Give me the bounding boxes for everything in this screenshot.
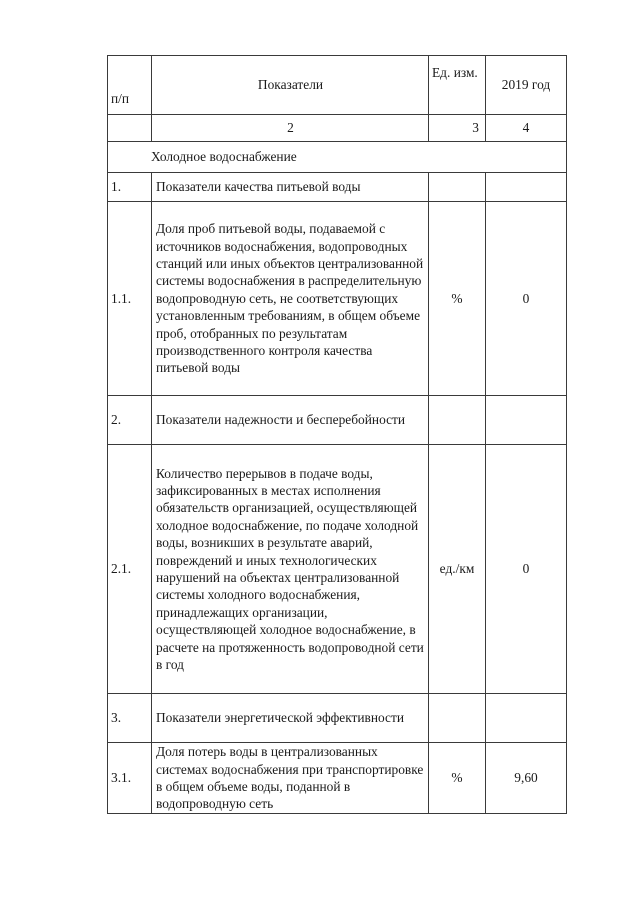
colnum-2: 2 <box>152 115 429 142</box>
row-unit: ед./км <box>429 445 486 694</box>
row-num: 1. <box>108 173 152 202</box>
table-row <box>108 694 567 743</box>
row-text: Показатели надежности и бесперебойности <box>152 396 429 445</box>
table-row <box>108 445 567 694</box>
colnum-1 <box>108 115 152 142</box>
row-num: 3. <box>108 694 152 743</box>
row-num: 2.1. <box>108 445 152 694</box>
colnum-3: 3 <box>429 115 486 142</box>
row-text: Доля проб питьевой воды, подаваемой с источников водоснабжения, водопроводных станций или иных объектов централизованной системы водоснабжения в распределительную водопроводную сеть, не соответствующих установленным требованиям, в общем объеме проб, отобранных по результатам производственного контроля качества питьевой воды <box>152 202 429 396</box>
colnum-4: 4 <box>486 115 567 142</box>
table-row <box>108 202 567 396</box>
row-value: 0 <box>486 445 567 694</box>
row-text: Показатели качества питьевой воды <box>152 173 429 202</box>
row-value: 0 <box>486 202 567 396</box>
header-unit: Ед. изм. <box>429 56 486 115</box>
row-num: 2. <box>108 396 152 445</box>
section-title: Холодное водоснабжение <box>108 142 567 173</box>
header-year: 2019 год <box>486 56 567 115</box>
row-unit <box>429 396 486 445</box>
table-row <box>108 396 567 445</box>
row-unit <box>429 173 486 202</box>
table-row <box>108 173 567 202</box>
row-num: 3.1. <box>108 743 152 814</box>
table-row <box>108 743 567 814</box>
row-unit: % <box>429 202 486 396</box>
row-value: 9,60 <box>486 743 567 814</box>
header-indicator: Показатели <box>152 56 429 115</box>
row-unit: % <box>429 743 486 814</box>
table-header-row <box>108 56 567 115</box>
section-row <box>108 142 567 173</box>
row-unit <box>429 694 486 743</box>
row-value <box>486 396 567 445</box>
row-text: Доля потерь воды в централизованных системах водоснабжения при транспортировке в общем объеме воды, поданной в водопроводную сеть <box>152 743 429 814</box>
row-num: 1.1. <box>108 202 152 396</box>
row-text: Показатели энергетической эффективности <box>152 694 429 743</box>
column-number-row <box>108 115 567 142</box>
row-value <box>486 694 567 743</box>
row-value <box>486 173 567 202</box>
row-text: Количество перерывов в подаче воды, зафиксированных в местах исполнения обязательств организацией, осуществляющей холодное водоснабжение, по подаче холодной воды, возникших в результате аварий, повреждений и иных технологических нарушений на объектах централизованной системы холодного водоснабжения, принадлежащих организации, осуществляющей холодное водоснабжение, в расчете на протяженность водопроводной сети в год <box>152 445 429 694</box>
indicators-table <box>107 55 567 814</box>
header-num: п/п <box>108 56 152 115</box>
